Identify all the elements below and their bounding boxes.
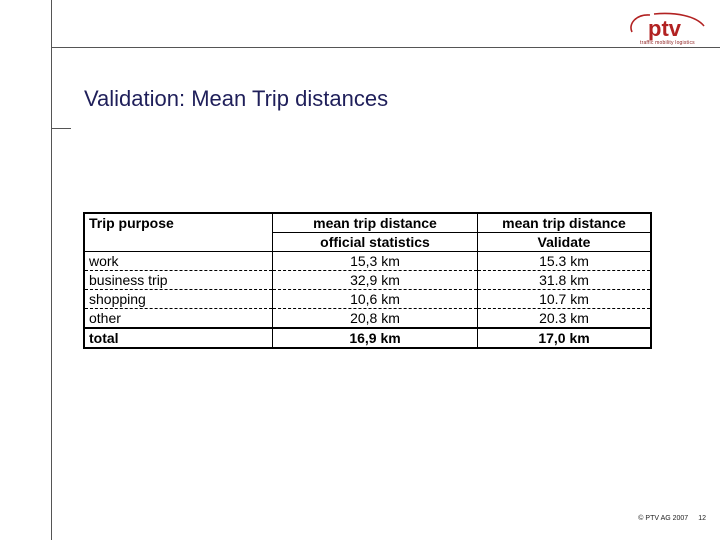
header-trip-purpose: Trip purpose (84, 213, 273, 233)
table-row (84, 252, 651, 271)
cell-purpose: other (84, 309, 273, 329)
table-total-row (84, 328, 651, 348)
cell-official: 20,8 km (273, 309, 478, 329)
cell-purpose: shopping (84, 290, 273, 309)
ptv-logo-icon (626, 10, 708, 42)
header-official-line2: official statistics (273, 233, 478, 252)
cell-validate: 10.7 km (478, 290, 652, 309)
logo-text: ptv (648, 16, 681, 41)
cell-official: 10,6 km (273, 290, 478, 309)
slide-title: Validation: Mean Trip distances (84, 86, 389, 111)
cell-validate: 15.3 km (478, 252, 652, 271)
total-validate: 17,0 km (478, 328, 652, 348)
table-row (84, 290, 651, 309)
copyright-text: © PTV AG 2007 (638, 515, 689, 522)
table-subheader-row (84, 233, 651, 252)
table-row (84, 271, 651, 290)
header-validate-line2: Validate (478, 233, 652, 252)
table-header-row (84, 213, 651, 233)
header-rule (51, 47, 720, 48)
slide-footer (638, 515, 706, 522)
trip-distance-table (83, 212, 652, 349)
cell-purpose: business trip (84, 271, 273, 290)
header-official-line1: mean trip distance (273, 213, 478, 233)
total-label: total (84, 328, 273, 348)
title-tick-mark (51, 128, 71, 129)
table-row (84, 309, 651, 329)
header-empty-cell (84, 233, 273, 252)
total-official: 16,9 km (273, 328, 478, 348)
cell-purpose: work (84, 252, 273, 271)
logo-tagline: traffic mobility logistics (640, 40, 695, 46)
page-number: 12 (698, 515, 706, 522)
cell-official: 32,9 km (273, 271, 478, 290)
cell-validate: 31.8 km (478, 271, 652, 290)
cell-official: 15,3 km (273, 252, 478, 271)
header-validate-line1: mean trip distance (478, 213, 652, 233)
left-vertical-rule (51, 0, 52, 540)
cell-validate: 20.3 km (478, 309, 652, 329)
